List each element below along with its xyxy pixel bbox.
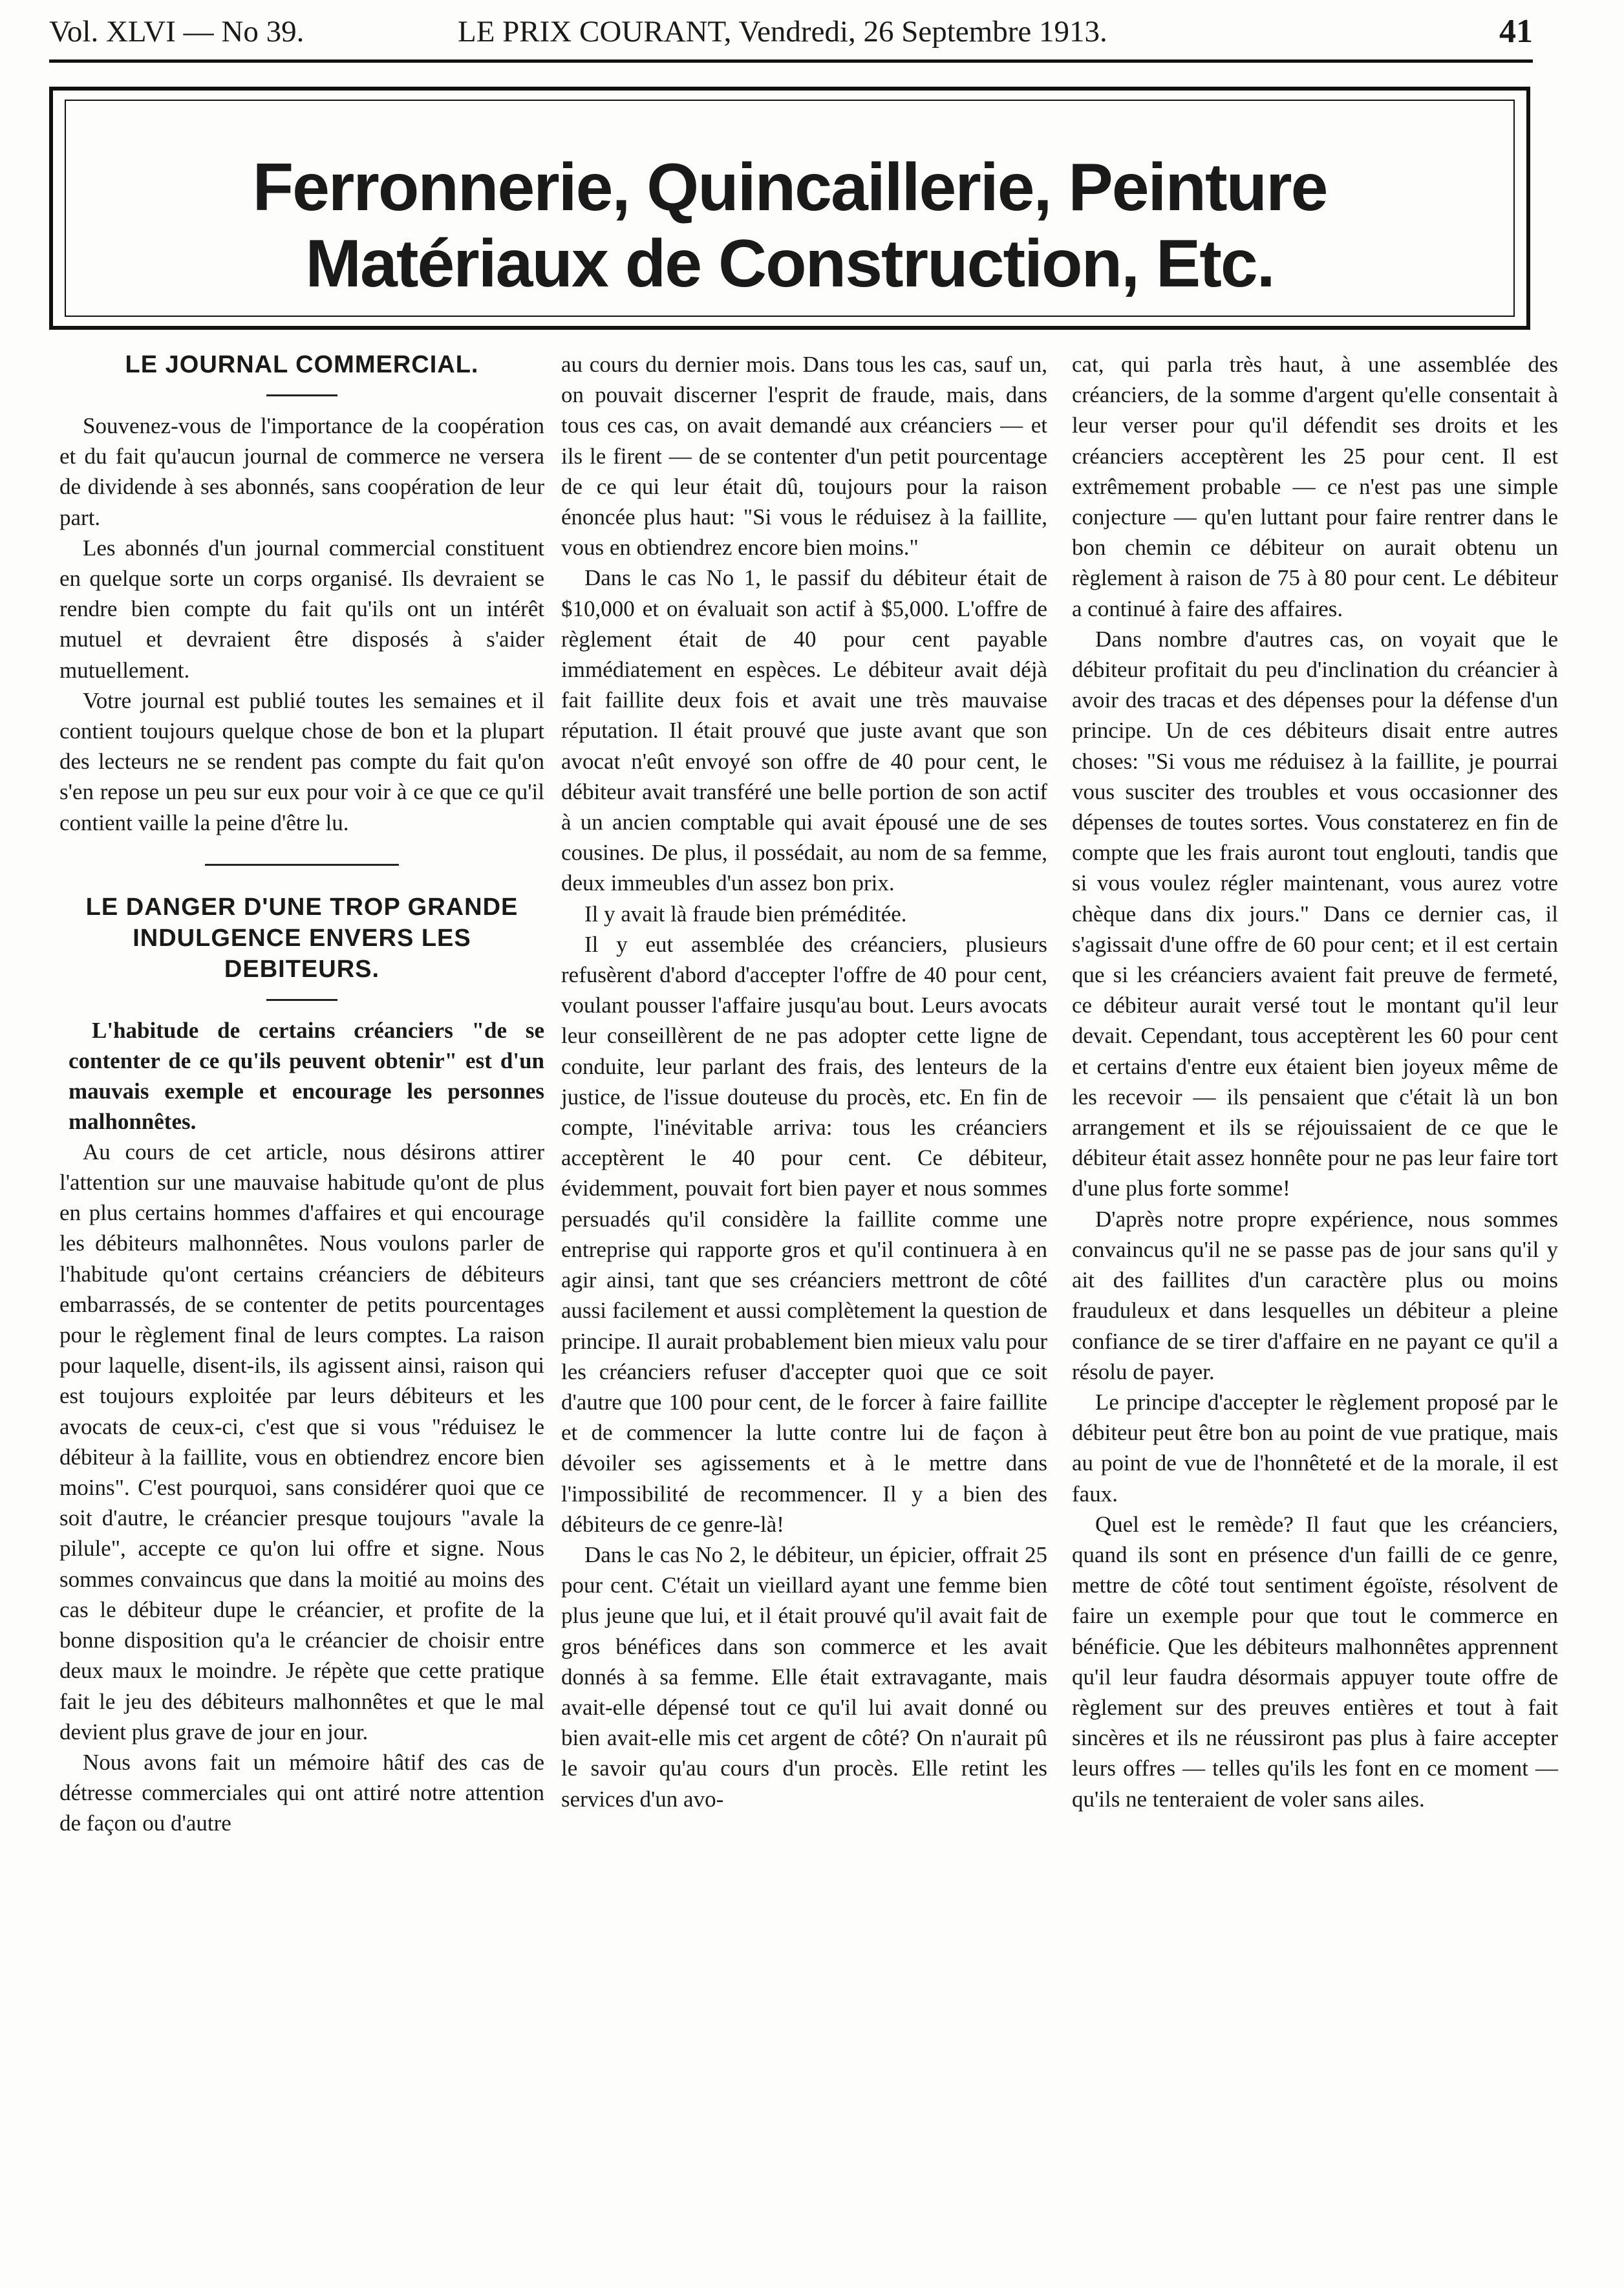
article-1-paragraph: Les abonnés d'un journal commercial constituent en quelque sorte un corps organisé. Ils devraient se rendre bien compte du fait qu'ils ont un intérêt mutuel et devraient être disposés à s'aider mutuellement. [59, 535, 544, 683]
article-2-paragraph: Il y eut assemblée des créanciers, plusieurs refusèrent d'abord d'accepter l'offre de 40 pour cent, voulant pousser l'affaire jusqu'au bout. Leurs avocats leur conseillèrent de ne pas adopter cette ligne de conduite, leur parlant des frais, des lenteurs de la justice, de l'issue douteuse du procès, etc. En fin de compte, l'inévitable arriva: tous les créanciers acceptèrent le 40 pour cent. Ce débiteur, évidemment, pouvait fort bien payer et nous sommes persuadés qu'il considère la faillite comme une entreprise qui rapporte gros et qu'il continuera à en agir ainsi, tant que ses créanciers mettront de côté aussi facilement et aussi complètement la question de principe. Il aurait probablement bien mieux valu pour les créanciers refuser d'accepter quoi que ce soit d'autre que 100 pour cent, de le forcer à faire faillite et de commencer la lutte contre lui de façon à dévoiler ses agissements et à le mettre dans l'impossibilité de recommencer. Il y a bien des débiteurs de ce genre-là! [561, 931, 1047, 1537]
article-2-paragraph: Dans le cas No 1, le passif du débiteur était de $10,000 et on évaluait son actif à $5,000. L'offre de règlement était de 40 pour cent payable immédiatement en espèces. Le débiteur avait déjà fait faillite deux fois et avait une très mauvaise réputation. Il était prouvé que juste avant que son avocat n'eût envoyé son offre de 40 pour cent, le débiteur avait transféré une belle portion de son actif à un ancien comptable qui avait épousé une de ses cousines. De plus, il possédait, au nom de sa femme, deux immeubles d'un assez bon prix. [561, 565, 1047, 896]
section-title-line-2: Matériaux de Construction, Etc. [305, 226, 1274, 301]
masthead: LE PRIX COURANT, Vendredi, 26 Septembre 1913. [458, 15, 1107, 48]
page-number: 41 [1499, 13, 1533, 50]
section-title-box [49, 87, 1530, 330]
article-2-paragraph: Au cours de cet article, nous désirons attirer l'attention sur une mauvaise habitude qu'ont de plus en plus certains hommes d'affaires et qui encourage les débiteurs malhonnêtes. Nous voulons parler de l'habitude qu'ont certains créanciers de débiteurs embarrassés, de se contenter de petits pourcentages pour le règlement final de leurs comptes. La raison pour laquelle, disent-ils, ils agissent ainsi, raison qui est toujours exploitée par leurs débiteurs et les avocats de ceux-ci, c'est que si vous "réduisez le débiteur à la faillite, vous en obtiendrez encore bien moins". C'est pourquoi, sans considérer quoi que ce soit d'autre, le créancier presque toujours "avale la pilule", accepte ce qu'on lui offre et signe. Nous sommes convaincus que dans la moitié au moins des cas le débiteur dupe le créancier, et profite de la bonne disposition qu'a le créancier de choisir entre deux maux le moindre. Je répète que cette pratique fait le jeu des débiteurs malhonnêtes et que le mal devient plus grave de jour en jour. [59, 1139, 544, 1745]
article-1-paragraph: Souvenez-vous de l'importance de la coopération et du fait qu'aucun journal de commerce ne versera de dividende à ses abonnés, sans coopération de leur part. [59, 413, 544, 530]
article-2-paragraph: Dans le cas No 2, le débiteur, un épicier, offrait 25 pour cent. C'était un vieillard ayant une femme bien plus jeune que lui, et il était prouvé qu'il avait fait de gros bénéfices dans son commerce et les avait donnés à sa femme. Elle était extravagante, mais avait-elle dépensé tout ce qu'il lui avait donné ou bien avait-elle mis cet argent de côté? On n'aurait pû le savoir qu'au cours d'un procès. Elle retint les services d'un avo- [561, 1541, 1047, 1812]
volume-number: Vol. XLVI — No 39. [49, 15, 304, 48]
article-2-paragraph: cat, qui parla très haut, à une assemblée des créanciers, de la somme d'argent qu'elle consentait à leur verser pour qu'il défendit ses droits et les créanciers acceptèrent les 25 pour cent. Il est extrêmement probable — ce n'est pas une simple conjecture — qu'en luttant pour faire rentrer dans le bon chemin ce débiteur on aurait obtenu un règlement à raison de 75 à 80 pour cent. Le débiteur a continué à faire des affaires. [1072, 352, 1558, 621]
article-2-heading: LE DANGER D'UNE TROP GRANDE INDULGENCE ENVERS LES DEBITEURS. [85, 893, 518, 983]
divider [266, 394, 337, 396]
article-2-paragraph: Dans nombre d'autres cas, on voyait que le débiteur profitait du peu d'inclination du créancier à avoir des tracas et des dépenses pour la défense d'un principe. Un de ces débiteurs disait entre autres choses: "Si vous me réduisez à la faillite, je pourrai vous susciter des troubles et vous occasionner des dépenses de toutes sortes. Vous constaterez en fin de compte que les frais auront tout englouti, tandis que si vous voulez régler maintenant, vous aurez votre chèque dans dix jours." Dans ce dernier cas, il s'agissait d'une offre de 60 pour cent; et il est certain que si les créanciers avaient fait preuve de fermeté, ce débiteur aurait versé tout le montant qu'il leur devait. Cependant, tous acceptèrent les 60 pour cent et certains d'entre eux étaient bien joyeux même de les recevoir — ils pensaient que c'était là un bon arrangement et ils se réjouissaient de ce que le débiteur était assez honnête pour ne pas leur faire tort d'une plus forte somme! [1072, 626, 1558, 1201]
article-2-paragraph: au cours du dernier mois. Dans tous les cas, sauf un, on pouvait discerner l'esprit de fraude, mais, dans tous ces cas, on avait demandé aux créanciers — et ils le firent — de se contenter d'un petit pourcentage de ce qui leur était dû, toujours pour la raison énoncée plus haut: "Si vous le réduisez à la faillite, vous en obtiendrez encore bien moins." [561, 352, 1047, 561]
article-2-paragraph: Il y avait là fraude bien préméditée. [584, 901, 907, 927]
column-1 [59, 349, 544, 1839]
article-1-heading: LE JOURNAL COMMERCIAL. [125, 351, 479, 378]
article-2-paragraph: Le principe d'accepter le règlement proposé par le débiteur peut être bon au point de vue pratique, mais au point de vue de l'honnêteté et de la morale, il est faux. [1072, 1389, 1558, 1507]
article-separator [205, 864, 399, 866]
article-2-paragraph: D'après notre propre expérience, nous sommes convaincus qu'il ne se passe pas de jour sans qu'il y ait des faillites d'un caractère plus ou moins frauduleux et dans lesquelles un débiteur a pleine confiance de se tirer d'affaire en ne payant ce qu'il a résolu de payer. [1072, 1206, 1558, 1384]
header-rule [49, 59, 1533, 63]
column-2 [561, 349, 1047, 1814]
running-header [49, 9, 1533, 54]
article-2-paragraph: Quel est le remède? Il faut que les créanciers, quand ils sont en présence d'un failli de ce genre, mettre de côté tout sentiment égoïste, résolvent de faire un exemple pour que tout le commerce en bénéficie. Que les débiteurs malhonnêtes apprennent qu'il leur faudra désormais appuyer toute offre de règlement sur des preuves entières et tout à fait sincères et ils ne réussiront pas plus à faire accepter leurs offres — telles qu'ils les font en ce moment — qu'ils ne tenteraient de voler sans ailes. [1072, 1511, 1558, 1812]
divider [266, 999, 337, 1001]
article-2-subheading: L'habitude de certains créanciers "de se contenter de ce qu'ils peuvent obtenir" est d'un mauvais exemple et encourage les personnes malhonnêtes. [69, 1017, 544, 1134]
article-1-paragraph: Votre journal est publié toutes les semaines et il contient toujours quelque chose de bon et la plupart des lecteurs ne se rendent pas compte du fait qu'on s'en repose un peu sur eux pour voir à ce que ce qu'il contient vaille la peine d'être lu. [59, 687, 544, 835]
article-2-paragraph: Nous avons fait un mémoire hâtif des cas de détresse commerciales qui ont attiré notre attention de façon ou d'autre [59, 1749, 544, 1836]
column-3 [1072, 349, 1558, 1814]
section-title-line-1: Ferronnerie, Quincaillerie, Peinture [252, 150, 1327, 225]
